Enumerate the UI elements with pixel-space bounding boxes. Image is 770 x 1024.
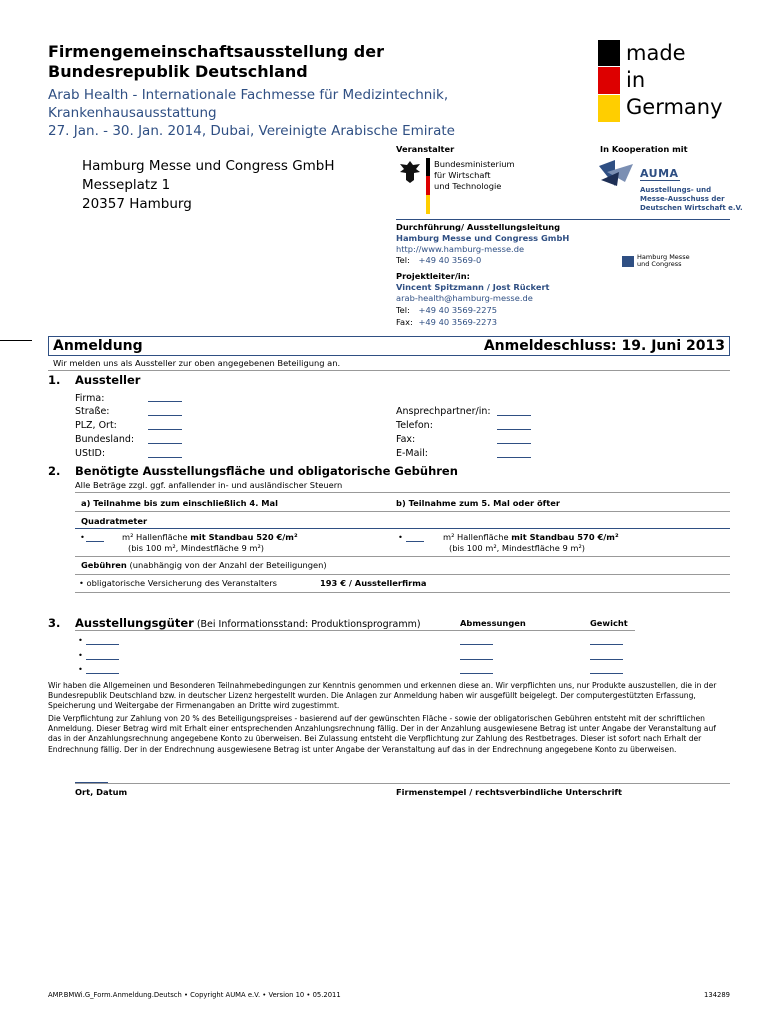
option-a-note: (bis 100 m², Mindestfläche 9 m²): [128, 543, 265, 553]
field-label-firma: Firma:: [75, 393, 105, 404]
field-label-email: E-Mail:: [396, 448, 428, 459]
stamp-signature-label: Firmenstempel / rechtsverbindliche Unterschrift: [396, 787, 623, 797]
option-a-row: [80, 532, 85, 543]
signature-divider: [75, 783, 730, 784]
goods-weight-2-input[interactable]: [590, 649, 623, 660]
goods-weight-3-input[interactable]: [590, 663, 623, 674]
goods-weight-1-input[interactable]: [590, 634, 623, 645]
section2-number: 2.: [48, 464, 61, 478]
project-tel-row: [396, 305, 497, 316]
option-b-text: [443, 532, 619, 543]
footer-right: 134289: [704, 991, 730, 999]
field-label-telefon: Telefon:: [396, 420, 433, 431]
option-b-note: (bis 100 m², Mindestfläche 9 m²): [449, 543, 586, 553]
email-input[interactable]: [497, 446, 531, 458]
goods-dim-3-input[interactable]: [460, 663, 493, 674]
option-b-pre: m² Hallenfläche: [443, 532, 512, 542]
logo-made: made: [626, 41, 686, 65]
fax-input[interactable]: [497, 432, 531, 444]
ustid-input[interactable]: [148, 446, 182, 458]
project-tel: +49 40 3569-2275: [418, 305, 498, 315]
execution-tel-row: [396, 255, 481, 266]
project-fax-label: Fax:: [396, 317, 413, 327]
auma-underline: [640, 180, 680, 181]
project-names: Vincent Spitzmann / Jost Rückert: [396, 282, 550, 292]
event-line3: 27. Jan. - 30. Jan. 2014, Dubai, Vereinigte Arabische Emirate: [48, 123, 455, 139]
insurance-text: • obligatorische Versicherung des Veranstalters: [79, 578, 277, 588]
made-in-germany-logo: [598, 40, 728, 125]
ansprechpartner-input[interactable]: [497, 404, 531, 416]
field-label-ansprechpartner: Ansprechpartner/in:: [396, 406, 491, 417]
field-label-plz: PLZ, Ort:: [75, 420, 117, 431]
option-a-text: [122, 532, 298, 543]
section2-title: Benötigte Ausstellungsfläche und obligatorische Gebühren: [75, 464, 458, 478]
registration-header-box: [48, 336, 730, 356]
goods-divider: [75, 630, 635, 631]
ministry-line3: und Technologie: [434, 181, 502, 191]
project-tel-label: Tel:: [396, 305, 410, 315]
coop-label: In Kooperation mit: [600, 144, 688, 154]
fees-mid-divider: [75, 574, 730, 575]
col-a-label: a) Teilnahme bis zum einschließlich 4. Mal: [81, 498, 278, 508]
fees-bottom-divider: [75, 592, 730, 593]
flag-red-bar: [598, 67, 620, 94]
option-b-price: mit Standbau 570 €/m²: [511, 532, 619, 542]
logo-germany: Germany: [626, 95, 723, 119]
auma-line2: Messe-Ausschuss der: [640, 195, 725, 203]
execution-url-link[interactable]: http://www.hamburg-messe.de: [396, 244, 525, 254]
ministry-flag-icon: [426, 158, 430, 214]
flag-black-bar: [598, 40, 620, 66]
hamburg-logo-line2: und Congress: [637, 260, 682, 268]
hamburg-messe-logo: [622, 254, 722, 270]
execution-tel: +49 40 3569-0: [418, 255, 482, 265]
hamburg-logo-line1: Hamburg Messe: [637, 253, 690, 261]
fees-label-bold: Gebühren: [81, 560, 127, 570]
option-b-bullet: •: [398, 532, 403, 542]
firma-input[interactable]: [148, 390, 182, 402]
goods-item-3-input[interactable]: [86, 663, 119, 674]
field-label-strasse: Straße:: [75, 406, 110, 417]
ministry-line2: für Wirtschaft: [434, 170, 491, 180]
goods-dim-2-input[interactable]: [460, 649, 493, 660]
sqm-divider: [75, 528, 730, 529]
project-email-link[interactable]: arab-health@hamburg-messe.de: [396, 293, 533, 303]
fold-mark: [0, 340, 32, 341]
title-line1: Firmengemeinschaftsausstellung der: [48, 42, 384, 61]
execution-label: Durchführung/ Ausstellungsleitung: [396, 222, 561, 232]
section3-title-note: (Bei Informationsstand: Produktionsprogramm): [193, 619, 421, 630]
registration-divider: [48, 370, 730, 371]
plz-ort-input[interactable]: [148, 418, 182, 430]
event-line1: Arab Health - Internationale Fachmesse für Medizintechnik,: [48, 87, 449, 103]
goods-item-1-input[interactable]: [86, 634, 119, 645]
section3-number: 3.: [48, 616, 61, 630]
goods-dim-1-input[interactable]: [460, 634, 493, 645]
fees-label: [81, 560, 327, 571]
execution-company: Hamburg Messe und Congress GmbH: [396, 233, 570, 243]
execution-tel-label: Tel:: [396, 255, 410, 265]
section1-title: Aussteller: [75, 373, 141, 387]
field-label-fax: Fax:: [396, 434, 416, 445]
option-a-price: mit Standbau 520 €/m²: [190, 532, 298, 542]
event-line2: Krankenhausausstattung: [48, 105, 217, 121]
option-a-bullet: •: [80, 532, 85, 542]
registration-intro: Wir melden uns als Aussteller zur oben angegebenen Beteiligung an.: [53, 358, 341, 368]
section3-title: Ausstellungsgüter: [75, 616, 194, 630]
auma-logo-icon: [597, 158, 637, 188]
insurance-amount: 193 € / Ausstellerfirma: [320, 578, 427, 588]
project-fax-row: [396, 317, 497, 328]
col-dimensions: Abmessungen: [460, 618, 526, 628]
title-line2: Bundesrepublik Deutschland: [48, 62, 308, 81]
logo-in: in: [626, 68, 646, 92]
section1-number: 1.: [48, 373, 61, 387]
goods-bullet-3: •: [78, 664, 83, 674]
place-date-input[interactable]: [75, 772, 108, 783]
col-b-label: b) Teilnahme zum 5. Mal oder öfter: [396, 498, 560, 508]
option-a-sqm-input[interactable]: [86, 531, 104, 542]
address-line3: 20357 Hamburg: [82, 196, 192, 212]
place-date-label: Ort, Datum: [75, 787, 128, 797]
project-label: Projektleiter/in:: [396, 271, 470, 281]
section2-subtitle: Alle Beträge zzgl. ggf. anfallender in- und ausländischer Steuern: [75, 480, 343, 490]
registration-deadline: Anmeldeschluss: 19. Juni 2013: [483, 338, 725, 354]
auma-line1: Ausstellungs- und: [640, 186, 712, 194]
telefon-input[interactable]: [497, 418, 531, 430]
address-line1: Hamburg Messe und Congress GmbH: [82, 158, 335, 174]
organizer-label: Veranstalter: [396, 144, 455, 154]
fees-label-rest: (unabhängig von der Anzahl der Beteiligungen): [126, 560, 327, 570]
project-fax: +49 40 3569-2273: [418, 317, 498, 327]
field-label-bundesland: Bundesland:: [75, 434, 135, 445]
terms-paragraph-2: Die Verpflichtung zur Zahlung von 20 % des Beteiligungspreises - basierend auf der gewünschten Fläche - sowie der obligatorischen Gebühren entsteht mit der schriftlichen Anmeldung. Dieser Betrag wird mit Erhalt einer entsprechenden Anzahlungsrechnung fällig. Der in der Anzahlung ausgewiesene Betrag ist unter Angabe der Veranstaltung auf das in der Anzahlungsrechnung angegebene Konto zu überweisen. Bei Zulassung entsteht die Verpflichtung zur Zahlung des Restbetrages. Dieser ist sofort nach Erhalt der Endrechnung fällig. Der in der Endrechnung ausgewiesene Betrag ist unter Angabe der Veranstaltung auf das in der Endrechnung angegebene Konto zu überweisen.: [48, 714, 716, 754]
col-weight: Gewicht: [590, 618, 628, 628]
hamburg-messe-logo-icon: [622, 256, 634, 267]
section3-title-row: [75, 616, 421, 630]
goods-item-2-input[interactable]: [86, 649, 119, 660]
option-a-pre: m² Hallenfläche: [122, 532, 191, 542]
strasse-input[interactable]: [148, 404, 182, 416]
goods-bullet-1: •: [78, 635, 83, 645]
fees-top-divider: [75, 556, 730, 557]
auma-name: AUMA: [640, 167, 679, 180]
bundesland-input[interactable]: [148, 432, 182, 444]
auma-line3: Deutschen Wirtschaft e.V.: [640, 204, 743, 212]
option-b-sqm-input[interactable]: [406, 531, 424, 542]
address-line2: Messeplatz 1: [82, 177, 171, 193]
registration-title: Anmeldung: [53, 338, 143, 354]
sqm-label: Quadratmeter: [81, 516, 148, 526]
federal-eagle-icon: [396, 158, 424, 186]
goods-bullet-2: •: [78, 650, 83, 660]
field-label-ustid: UStID:: [75, 448, 106, 459]
ministry-line1: Bundesministerium: [434, 159, 515, 169]
pricing-column-header: [75, 492, 730, 512]
footer-left: AMP.BMWi.G_Form.Anmeldung.Deutsch • Copyright AUMA e.V. • Version 10 • 05.2011: [48, 991, 341, 999]
terms-paragraph-1: Wir haben die Allgemeinen und Besonderen Teilnahmebedingungen zur Kenntnis genommen und erkennen diese an. Wir verpflichten uns, nur Produkte auszustellen, die in der Bundesrepublik Deutschland bzw. in deutscher Lizenz hergestellt wurden. Die Anlagen zur Anmeldung haben wir ausgefüllt beigelegt. Der computergestützten Erfassung, Speicherung und Weitergabe der Firmenangaben an Dritte wird zugestimmt.: [48, 681, 717, 711]
flag-gold-bar: [598, 95, 620, 122]
execution-divider: [396, 219, 730, 220]
